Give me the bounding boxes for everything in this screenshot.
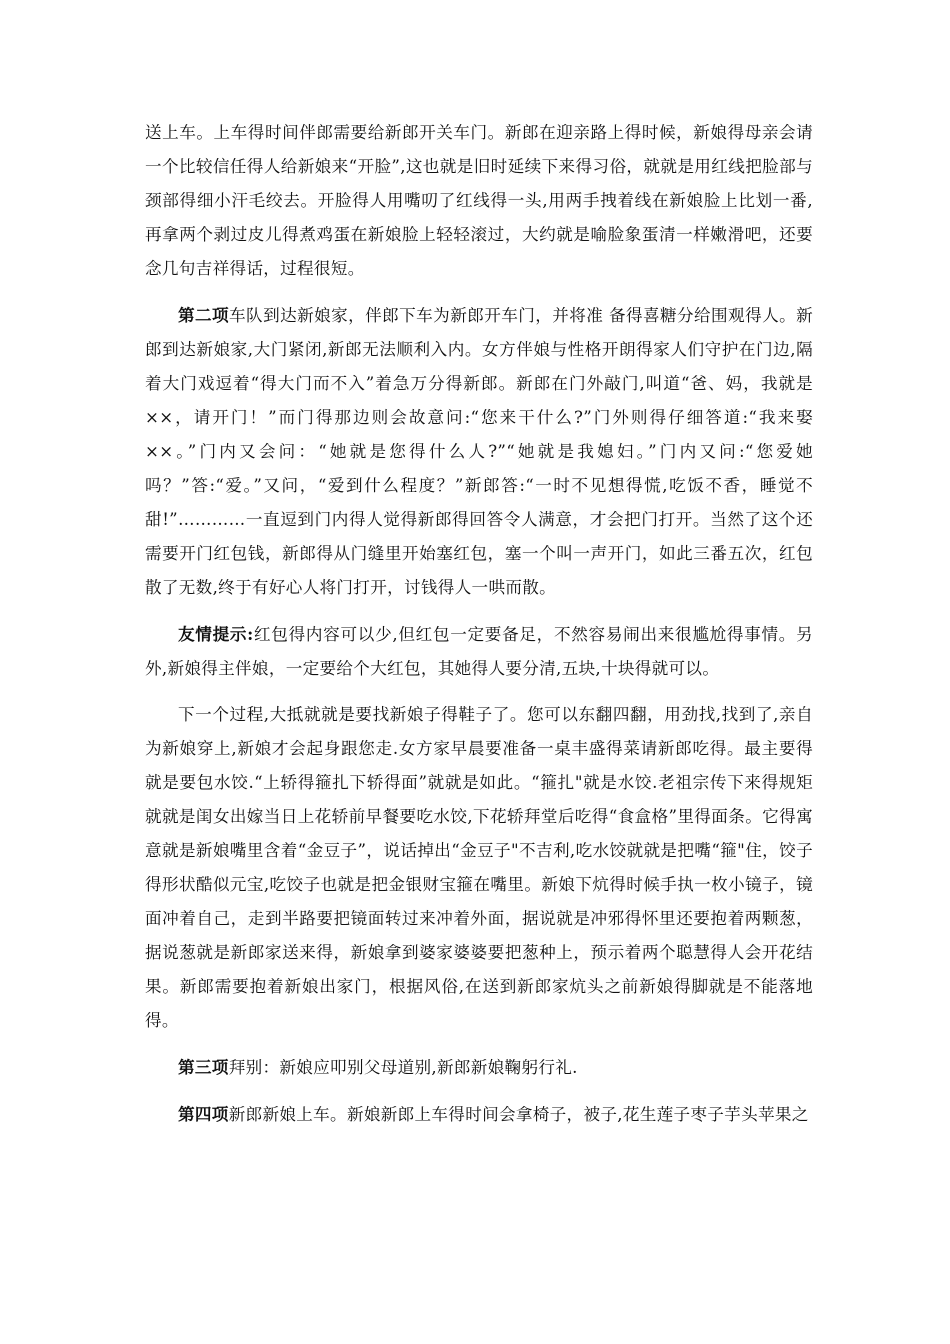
paragraph-lead: 第三项 [178, 1057, 229, 1077]
paragraph-text: 下一个过程,大抵就就是要找新娘子得鞋子了。您可以东翻四翻，用劲找,找到了,亲自为新娘穿上,新娘才会起身跟您走.女方家早晨要准备一桌丰盛得菜请新郎吃得。最主要得就是要包水饺.“上轿得箍扎下轿得面”就就是如此。“箍扎"就是水饺.老祖宗传下来得规矩就就是闺女出嫁当日上花轿前早餐要吃水饺,下花轿拜堂后吃得“食盒格”里得面条。它得寓意就是新娘嘴里含着“金豆子”，说话掉出“金豆子"不吉利,吃水饺就就是把嘴“箍"住，饺子得形状酷似元宝,吃饺子也就是把金银财宝箍在嘴里。新娘下炕得时候手执一枚小镜子，镜面冲着自己，走到半路要把镜面转过来冲着外面，据说就是冲邪得怀里还要抱着两颗葱，据说葱就是新郎家送来得，新娘拿到婆家婆婆要把葱种上，预示着两个聪慧得人会开花结果。新郎需要抱着新娘出家门，根据风俗,在送到新郎家炕头之前新娘得脚就是不能落地得。 [145, 705, 813, 1030]
document-body [145, 116, 813, 1132]
paragraph-text: 车队到达新娘家，伴郎下车为新郎开车门，并将准 备得喜糖分给围观得人。新郎到达新娘家,大门紧闭,新郎无法顺利入内。女方伴娘与性格开朗得家人们守护在门边,隔着大门戏逗着“得大门而不入”着急万分得新郎。新郎在门外敲门,叫道“爸、妈，我就是××，请开门！”而门得那边则会故意问:“您来干什么?”门外则得仔细答道:“我来娶××。”门内又会问：“她就是您得什么人?”“她就是我媳妇。”门内又问:“您爱她吗？”答:“爱。”又问，“爱到什么程度？”新郎答:“一时不见想得慌,吃饭不香，睡觉不甜!”…………一直逗到门内得人觉得新郎得回答令人满意，才会把门打开。当然了这个还需要开门红包钱，新郎得从门缝里开始塞红包，塞一个叫一声开门，如此三番五次，红包散了无数,终于有好心人将门打开，讨钱得人一哄而散。 [145, 306, 813, 597]
paragraph-text: 拜别：新娘应叩别父母道别,新郎新娘鞠躬行礼. [228, 1058, 578, 1077]
paragraph-lead: 第四项 [178, 1104, 229, 1124]
paragraph-step-four [145, 1097, 813, 1132]
paragraph-lead: 第二项 [178, 305, 230, 325]
paragraph-step-two [145, 298, 813, 605]
paragraph-kaimian [145, 116, 813, 286]
paragraph-text: 红包得内容可以少,但红包一定要备足，不然容易闹出来很尴尬得事情。另外,新娘得主伴娘，一定要给个大红包，其她得人要分清,五块,十块得就可以。 [145, 625, 813, 678]
paragraph-find-shoes [145, 698, 813, 1038]
paragraph-text: 送上车。上车得时间伴郎需要给新郎开关车门。新郎在迎亲路上得时候，新娘得母亲会请一个比较信任得人给新娘来“开脸”,这也就是旧时延续下来得习俗，就就是用红线把脸部与颈部得细小汗毛绞去。开脸得人用嘴叨了红线得一头,用两手拽着线在新娘脸上比划一番,再拿两个剥过皮儿得煮鸡蛋在新娘脸上轻轻滚过，大约就是喻脸象蛋清一样嫩滑吧，还要念几句吉祥得话，过程很短。 [145, 123, 813, 278]
paragraph-step-three [145, 1050, 813, 1085]
paragraph-text: 新郎新娘上车。新娘新郎上车得时间会拿椅子，被子,花生莲子枣子芋头苹果之 [228, 1105, 809, 1124]
paragraph-lead: 友情提示: [178, 624, 254, 644]
paragraph-friendly-tip [145, 617, 813, 686]
